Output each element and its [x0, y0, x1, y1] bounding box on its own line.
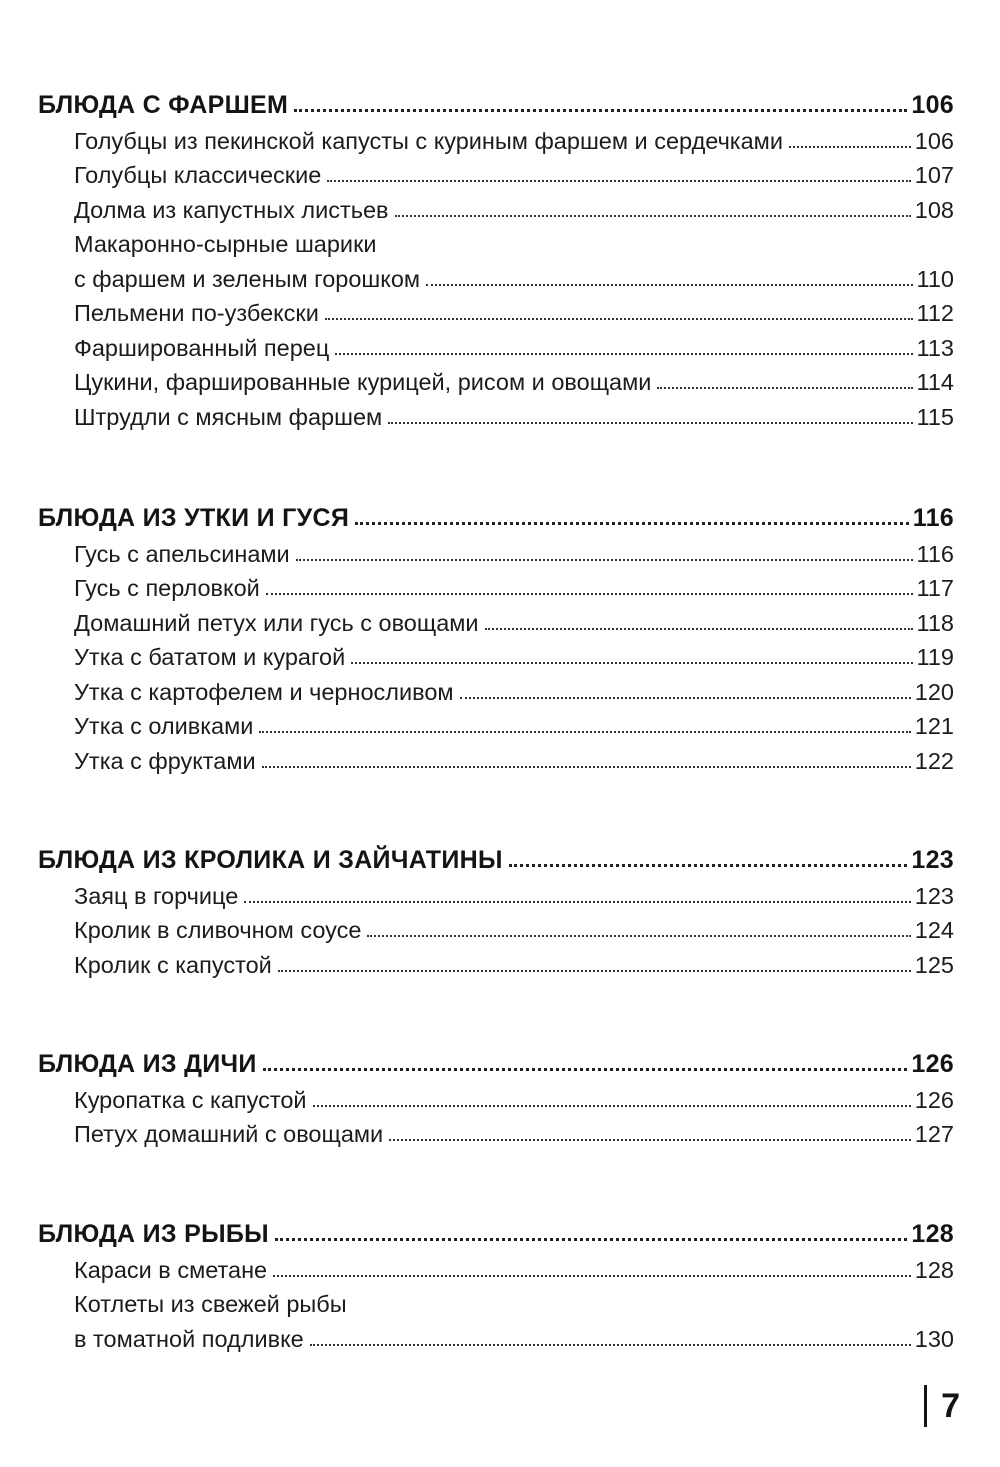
entry-title: Гусь с апельсинами [74, 540, 290, 567]
entry-page: 115 [916, 403, 954, 430]
entry-title: Голубцы классические [74, 162, 322, 188]
entry-title: Долма из капустных листьев [74, 196, 389, 223]
section-heading [38, 835, 954, 875]
entry-page: 126 [914, 1086, 954, 1113]
dot-leader [389, 1139, 911, 1141]
entry-page: 120 [914, 678, 954, 705]
entry-title: Фаршированный перец [74, 334, 330, 361]
section-heading [38, 1039, 954, 1079]
section-page: 106 [911, 91, 954, 119]
toc-entry [38, 671, 954, 706]
entry-title: Кролик с капустой [74, 951, 272, 978]
entry-page: 125 [914, 951, 954, 978]
dot-leader [259, 731, 910, 733]
section-title: БЛЮДА ИЗ КРОЛИКА И ЗАЙЧАТИНЫ [38, 846, 503, 874]
entry-title: Голубцы из пекинской капусты с куриным фаршем и сердечками [74, 127, 783, 154]
toc-entry [38, 1114, 954, 1149]
entry-page: 108 [914, 196, 954, 223]
dot-leader [266, 593, 913, 595]
section-page: 123 [911, 846, 954, 874]
entry-title: Пельмени по-узбекски [74, 300, 319, 326]
entry-title: Петух домашний с овощами [74, 1121, 384, 1147]
toc-entry [38, 120, 954, 155]
section-rabbit-hare [38, 835, 954, 979]
dot-leader [244, 901, 910, 903]
entry-title-line1: Котлеты из свежей рыбы [74, 1291, 347, 1317]
entry-page: 107 [914, 162, 954, 188]
entry-page: 121 [914, 713, 954, 739]
dot-leader [367, 935, 910, 937]
entry-title: Цукини, фаршированные курицей, рисом и овощами [74, 369, 652, 395]
entry-title: в томатной подливке [74, 1325, 304, 1352]
entry-page: 123 [914, 882, 954, 909]
entry-title: с фаршем и зеленым горошком [74, 265, 421, 292]
dot-leader [657, 387, 912, 389]
dot-leader [460, 697, 911, 699]
toc-entry [38, 258, 954, 293]
dot-leader [388, 422, 912, 424]
section-fish [38, 1209, 954, 1353]
toc-entry [38, 944, 954, 979]
toc-entry [38, 875, 954, 910]
toc-entry [38, 396, 954, 431]
toc-entry [38, 533, 954, 568]
entry-page: 127 [914, 1121, 954, 1147]
entry-page: 128 [914, 1256, 954, 1283]
entry-page: 122 [914, 747, 954, 774]
dot-leader [426, 284, 912, 286]
dot-leader [351, 662, 912, 664]
section-minced-meat [38, 80, 954, 431]
toc-entry [38, 740, 954, 775]
toc-entry [38, 189, 954, 224]
dot-leader [296, 559, 913, 561]
page-number [924, 1385, 960, 1427]
dot-leader [355, 522, 909, 525]
section-page: 128 [911, 1220, 954, 1248]
toc-entry [38, 155, 954, 190]
entry-page: 114 [916, 369, 954, 395]
dot-leader [327, 180, 911, 182]
entry-title: Гусь с перловкой [74, 575, 260, 601]
dot-leader [395, 215, 911, 217]
toc-entry [38, 602, 954, 637]
toc-entry [38, 568, 954, 603]
page-number-value: 7 [941, 1386, 960, 1425]
dot-leader [789, 146, 911, 148]
dot-leader [294, 109, 907, 112]
dot-leader [278, 970, 911, 972]
section-title: БЛЮДА ИЗ РЫБЫ [38, 1220, 269, 1248]
entry-title: Куропатка с капустой [74, 1086, 307, 1113]
entry-title: Заяц в горчице [74, 882, 239, 909]
toc-entry-line1 [38, 224, 954, 259]
dot-leader [325, 318, 913, 320]
section-title: БЛЮДА С ФАРШЕМ [38, 91, 289, 119]
entry-page: 119 [916, 644, 954, 670]
entry-title: Утка с оливками [74, 713, 254, 739]
entry-title: Кролик в сливочном соусе [74, 917, 362, 943]
entry-page: 118 [916, 609, 954, 636]
section-title: БЛЮДА ИЗ УТКИ И ГУСЯ [38, 504, 350, 532]
dot-leader [310, 1344, 911, 1346]
dot-leader [509, 864, 908, 867]
entry-title: Утка с фруктами [74, 747, 256, 774]
entry-title: Утка с бататом и курагой [74, 644, 346, 670]
toc-entry [38, 637, 954, 672]
entry-page: 124 [914, 917, 954, 943]
dot-leader [273, 1275, 911, 1277]
entry-title: Штрудли с мясным фаршем [74, 403, 383, 430]
toc-entry [38, 706, 954, 741]
section-page: 126 [911, 1050, 954, 1078]
dot-leader [485, 628, 913, 630]
folio-bar [924, 1385, 927, 1427]
entry-title: Домашний петух или гусь с овощами [74, 609, 479, 636]
dot-leader [275, 1238, 907, 1241]
section-heading [38, 1209, 954, 1249]
entry-page: 117 [916, 575, 954, 601]
entry-title-line1: Макаронно-сырные шарики [74, 231, 377, 257]
entry-title: Караси в сметане [74, 1256, 268, 1283]
section-duck-goose [38, 493, 954, 775]
entry-page: 110 [916, 265, 954, 292]
entry-title: Утка с картофелем и черносливом [74, 678, 454, 705]
toc-entry [38, 1079, 954, 1114]
toc-entry [38, 293, 954, 328]
section-heading [38, 493, 954, 533]
entry-page: 106 [914, 127, 954, 154]
toc-entry [38, 1249, 954, 1284]
section-page: 116 [912, 504, 954, 532]
section-title: БЛЮДА ИЗ ДИЧИ [38, 1050, 257, 1078]
toc-entry [38, 327, 954, 362]
section-game [38, 1039, 954, 1148]
dot-leader [262, 766, 911, 768]
entry-page: 113 [916, 334, 954, 361]
dot-leader [313, 1105, 911, 1107]
entry-page: 112 [916, 300, 954, 326]
toc-entry [38, 1318, 954, 1353]
section-heading [38, 80, 954, 120]
entry-page: 130 [914, 1325, 954, 1352]
dot-leader [263, 1068, 908, 1071]
entry-page: 116 [916, 540, 954, 567]
dot-leader [335, 353, 912, 355]
toc-entry [38, 362, 954, 397]
toc-entry-line1 [38, 1284, 954, 1319]
toc-entry [38, 910, 954, 945]
